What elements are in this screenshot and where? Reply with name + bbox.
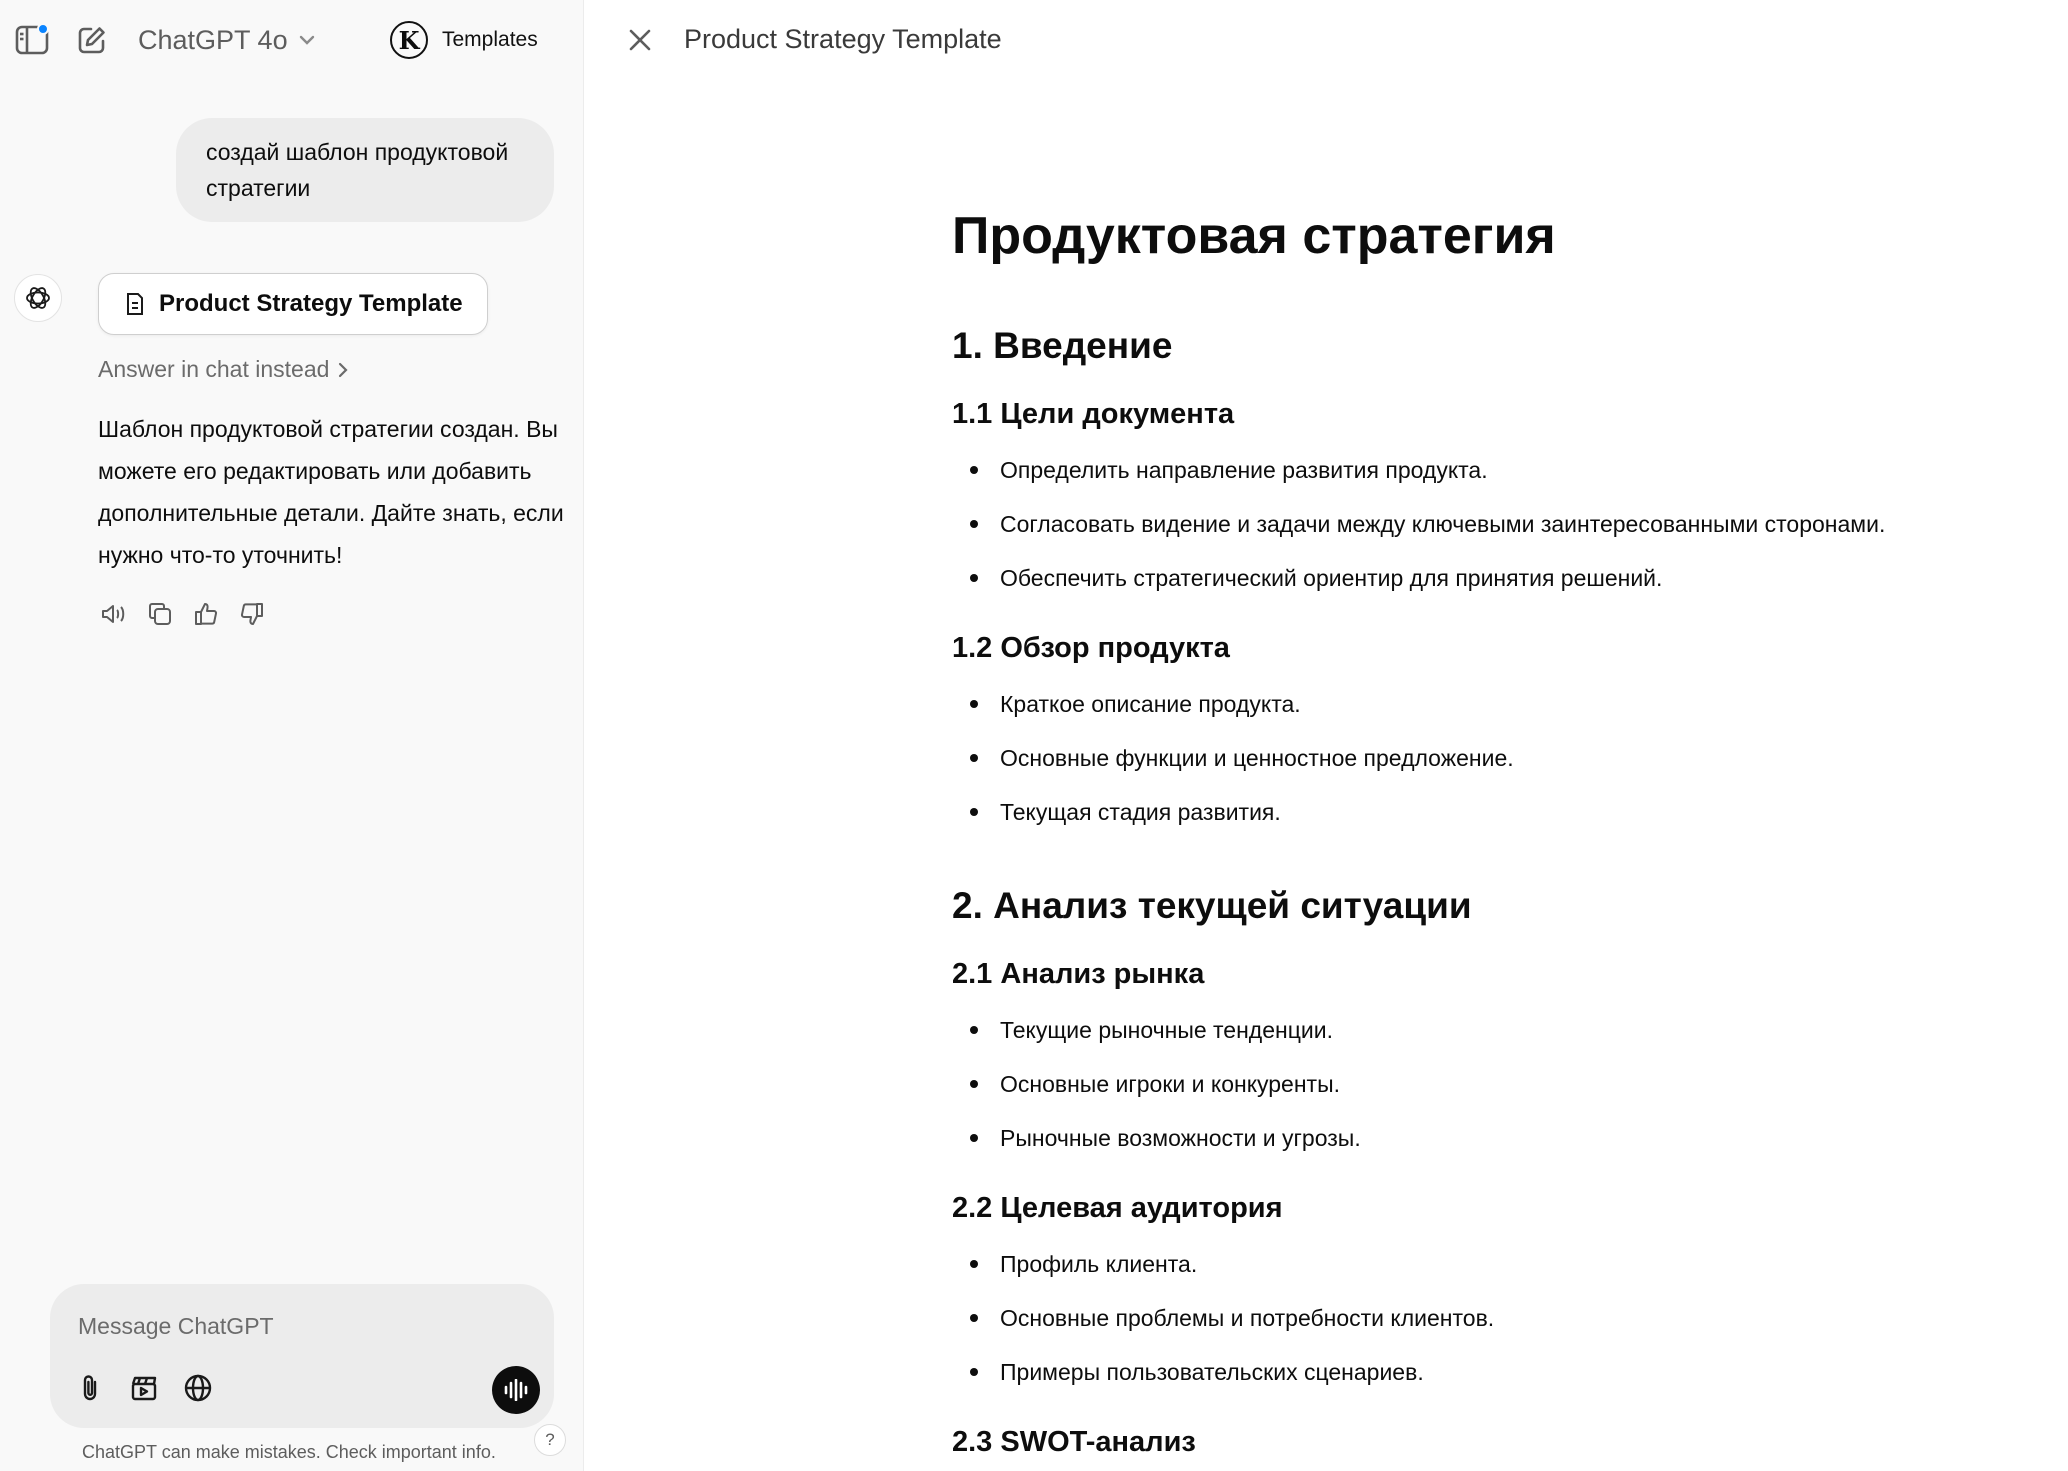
document-icon [125,292,145,316]
subsection-heading: 2.2 Целевая аудитория [952,1192,1283,1224]
list-item: Определить направление развития продукта. [952,454,1885,508]
voice-mode-button[interactable] [492,1366,540,1414]
list-item: Профиль клиента. [952,1248,1494,1302]
list-item: Основные функции и ценностное предложение. [952,742,1514,796]
close-icon [627,27,653,53]
composer [50,1284,554,1428]
copy-icon [147,601,173,627]
user-message: создай шаблон продуктовой стратегии [176,118,554,222]
openai-logo-icon [23,283,53,313]
document-title: Продуктовая стратегия [952,207,1556,265]
answer-in-chat-link[interactable] [98,356,349,383]
disclaimer: ChatGPT can make mistakes. Check important info. [82,1442,496,1462]
list-item: Согласовать видение и задачи между ключевыми заинтересованными сторонами. [952,508,1885,562]
model-name: ChatGPT 4o [138,24,288,55]
help-button[interactable]: ? [534,1424,566,1456]
canvas-title: Product Strategy Template [684,24,1002,54]
section-heading: 2. Анализ текущей ситуации [952,885,1472,926]
assistant-message: Шаблон продуктовой стратегии создан. Вы можете его редактировать или добавить дополнительные детали. Дайте знать, если нужно что-то уточнить! [98,416,564,568]
message-input[interactable] [78,1304,518,1348]
clapperboard-icon [129,1373,159,1403]
list-item: Текущая стадия развития. [952,796,1514,850]
canvas-pane [584,0,2068,1471]
list-item: Краткое описание продукта. [952,688,1514,742]
canvas-card-label: Product Strategy Template [159,290,463,317]
chevron-down-icon [298,34,316,46]
notification-dot [37,23,49,35]
subsection-heading: 1.1 Цели документа [952,398,1235,430]
bullet-list [952,1014,1361,1176]
gpt-badge[interactable] [390,20,538,60]
thumbs-down-button[interactable] [236,598,268,630]
thumbs-up-button[interactable] [190,598,222,630]
read-aloud-icon [100,602,128,626]
gpt-name: Templates [442,28,538,51]
message-actions [98,598,268,630]
model-selector[interactable] [138,22,316,58]
subsection-heading: 2.3 SWOT-анализ [952,1426,1196,1458]
assistant-avatar [14,274,62,322]
globe-icon [183,1373,213,1403]
attach-button[interactable] [70,1368,110,1408]
voice-waveform-icon [503,1379,529,1401]
copy-button[interactable] [144,598,176,630]
list-item: Основные игроки и конкуренты. [952,1068,1361,1122]
bullet-list [952,1248,1494,1410]
gpt-avatar: K [390,21,428,59]
list-item: Примеры пользовательских сценариев. [952,1356,1494,1410]
paperclip-icon [79,1373,101,1403]
read-aloud-button[interactable] [98,598,130,630]
new-chat-button[interactable] [72,20,112,60]
open-canvas-button[interactable] [98,273,488,335]
edit-icon [77,25,107,55]
list-item: Обеспечить стратегический ориентир для принятия решений. [952,562,1885,616]
bullet-list [952,454,1885,616]
bullet-list [952,688,1514,850]
section-heading: 1. Введение [952,325,1173,366]
tools-button[interactable] [124,1368,164,1408]
thumbs-down-icon [239,601,265,627]
list-item: Рыночные возможности и угрозы. [952,1122,1361,1176]
close-canvas-button[interactable] [620,20,660,60]
list-item: Основные проблемы и потребности клиентов. [952,1302,1494,1356]
subsection-heading: 1.2 Обзор продукта [952,632,1230,664]
chat-pane [0,0,584,1471]
subsection-heading: 2.1 Анализ рынка [952,958,1205,990]
sidebar-toggle-button[interactable] [12,20,52,60]
answer-in-chat-label: Answer in chat instead [98,356,330,382]
chevron-right-icon [337,361,349,379]
list-item: Текущие рыночные тенденции. [952,1014,1361,1068]
thumbs-up-icon [193,601,219,627]
web-search-button[interactable] [178,1368,218,1408]
